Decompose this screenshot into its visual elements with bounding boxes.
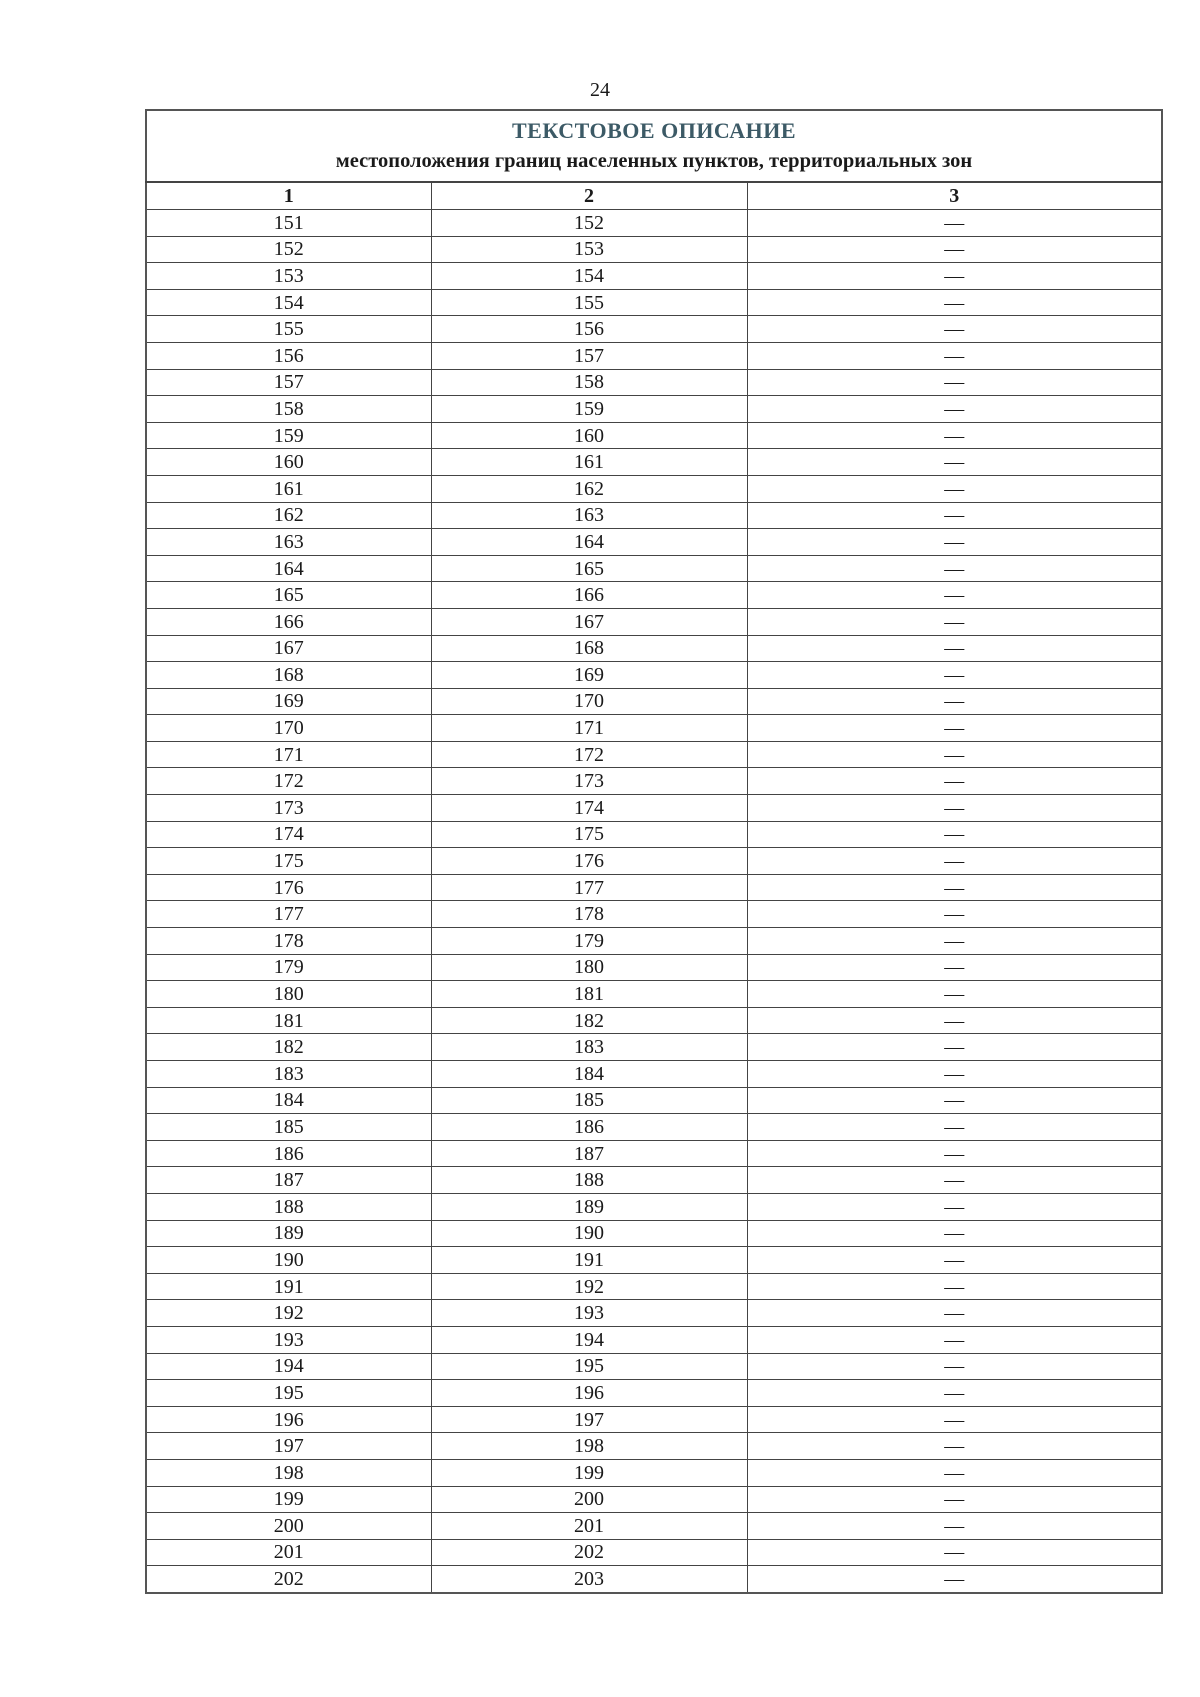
table-cell-col3: — [747,1513,1162,1540]
table-cell-col1: 162 [146,502,431,529]
table-cell-col2: 180 [431,954,747,981]
table-row [146,715,1162,742]
table-cell-col1: 199 [146,1486,431,1513]
table-row [146,1406,1162,1433]
table-cell-col1: 167 [146,635,431,662]
table-row [146,1300,1162,1327]
table-cell-col3: — [747,1566,1162,1593]
table-row [146,342,1162,369]
table-cell-col3: — [747,635,1162,662]
table-row [146,1034,1162,1061]
table-row [146,1380,1162,1407]
table-row [146,662,1162,689]
table-cell-col2: 185 [431,1087,747,1114]
table-cell-col2: 160 [431,422,747,449]
table-row [146,1140,1162,1167]
table-row [146,236,1162,263]
table-cell-col1: 174 [146,821,431,848]
table-cell-col2: 191 [431,1247,747,1274]
table-row [146,688,1162,715]
table-cell-col3: — [747,1459,1162,1486]
table-cell-col2: 176 [431,848,747,875]
table-row [146,396,1162,423]
page-number: 24 [590,79,610,101]
table-cell-col2: 198 [431,1433,747,1460]
table-row [146,1167,1162,1194]
table-row [146,795,1162,822]
table-row [146,608,1162,635]
table-cell-col3: — [747,1034,1162,1061]
table-cell-col1: 156 [146,342,431,369]
table-row [146,901,1162,928]
table-cell-col1: 152 [146,236,431,263]
table-row [146,449,1162,476]
table-row [146,954,1162,981]
table-row [146,1061,1162,1088]
table-cell-col2: 200 [431,1486,747,1513]
table-cell-col1: 164 [146,555,431,582]
table-cell-col3: — [747,422,1162,449]
column-header-1: 1 [146,182,431,210]
boundary-description-table [145,109,1163,1594]
table-cell-col1: 166 [146,608,431,635]
table-cell-col1: 154 [146,289,431,316]
table-cell-col1: 171 [146,741,431,768]
table-cell-col3: — [747,289,1162,316]
table-row [146,1247,1162,1274]
table-row [146,1539,1162,1566]
table-cell-col1: 182 [146,1034,431,1061]
table-row [146,502,1162,529]
table-cell-col1: 175 [146,848,431,875]
table-cell-col2: 181 [431,981,747,1008]
table-cell-col2: 156 [431,316,747,343]
table-cell-col1: 151 [146,210,431,237]
table-row [146,821,1162,848]
table-cell-col3: — [747,1406,1162,1433]
table-cell-col2: 184 [431,1061,747,1088]
table-cell-col2: 189 [431,1193,747,1220]
table-cell-col1: 165 [146,582,431,609]
table-row [146,1433,1162,1460]
table-cell-col3: — [747,475,1162,502]
table-cell-col1: 170 [146,715,431,742]
table-cell-col1: 194 [146,1353,431,1380]
table-cell-col3: — [747,1087,1162,1114]
table-row [146,1353,1162,1380]
table-cell-col2: 154 [431,263,747,290]
table-row [146,289,1162,316]
table-title: ТЕКСТОВОЕ ОПИСАНИЕ [512,118,797,143]
table-row [146,475,1162,502]
table-cell-col1: 160 [146,449,431,476]
table-cell-col3: — [747,662,1162,689]
table-row [146,741,1162,768]
table-cell-col3: — [747,555,1162,582]
table-row [146,369,1162,396]
table-cell-col2: 155 [431,289,747,316]
table-cell-col3: — [747,1300,1162,1327]
table-cell-col1: 190 [146,1247,431,1274]
table-cell-col2: 202 [431,1539,747,1566]
table-cell-col1: 200 [146,1513,431,1540]
table-cell-col3: — [747,848,1162,875]
table-cell-col2: 182 [431,1007,747,1034]
table-row [146,555,1162,582]
table-cell-col3: — [747,210,1162,237]
table-row [146,1007,1162,1034]
table-cell-col1: 178 [146,928,431,955]
table-cell-col3: — [747,1539,1162,1566]
table-cell-col3: — [747,608,1162,635]
table-cell-col2: 153 [431,236,747,263]
table-cell-col1: 184 [146,1087,431,1114]
table-cell-col1: 168 [146,662,431,689]
table-cell-col2: 199 [431,1459,747,1486]
table-cell-col3: — [747,502,1162,529]
table-row [146,1486,1162,1513]
table-cell-col2: 152 [431,210,747,237]
table-cell-col2: 190 [431,1220,747,1247]
table-row [146,316,1162,343]
table-cell-col3: — [747,1061,1162,1088]
table-cell-col1: 191 [146,1273,431,1300]
table-row [146,1459,1162,1486]
table-cell-col2: 175 [431,821,747,848]
table-row [146,1566,1162,1593]
table-cell-col3: — [747,1433,1162,1460]
table-cell-col2: 157 [431,342,747,369]
table-cell-col2: 192 [431,1273,747,1300]
table-cell-col3: — [747,1380,1162,1407]
table-cell-col2: 159 [431,396,747,423]
table-row [146,1087,1162,1114]
table-cell-col1: 163 [146,529,431,556]
table-cell-col3: — [747,954,1162,981]
table-cell-col2: 196 [431,1380,747,1407]
table-cell-col2: 165 [431,555,747,582]
table-cell-col2: 166 [431,582,747,609]
table-cell-col3: — [747,901,1162,928]
table-cell-col1: 181 [146,1007,431,1034]
table-cell-col1: 177 [146,901,431,928]
table-cell-col1: 155 [146,316,431,343]
table-cell-col3: — [747,795,1162,822]
table-cell-col3: — [747,688,1162,715]
column-header-2: 2 [431,182,747,210]
table-cell-col1: 157 [146,369,431,396]
table-cell-col1: 201 [146,1539,431,1566]
table-cell-col1: 188 [146,1193,431,1220]
table-subtitle: местоположения границ населенных пунктов, территориальных зон [335,150,973,172]
table-cell-col2: 162 [431,475,747,502]
table-cell-col3: — [747,316,1162,343]
table-cell-col1: 196 [146,1406,431,1433]
table-row [146,768,1162,795]
table-row [146,1193,1162,1220]
table-cell-col3: — [747,1273,1162,1300]
table-cell-col3: — [747,981,1162,1008]
table-row [146,848,1162,875]
table-row [146,1114,1162,1141]
table-cell-col3: — [747,449,1162,476]
table-cell-col2: 193 [431,1300,747,1327]
table-cell-col3: — [747,263,1162,290]
table-cell-col3: — [747,1326,1162,1353]
table-cell-col3: — [747,1140,1162,1167]
table-row [146,981,1162,1008]
table-cell-col2: 174 [431,795,747,822]
table-cell-col1: 161 [146,475,431,502]
table-title-cell [146,110,1162,182]
column-header-3: 3 [747,182,1162,210]
table-title-row [146,110,1162,182]
table-cell-col2: 163 [431,502,747,529]
table-cell-col2: 177 [431,874,747,901]
table-cell-col3: — [747,768,1162,795]
table-cell-col3: — [747,1353,1162,1380]
table-cell-col1: 153 [146,263,431,290]
table-cell-col3: — [747,1167,1162,1194]
table-cell-col2: 173 [431,768,747,795]
table-cell-col2: 183 [431,1034,747,1061]
table-cell-col2: 179 [431,928,747,955]
table-cell-col1: 189 [146,1220,431,1247]
table-cell-col3: — [747,1193,1162,1220]
table-cell-col2: 194 [431,1326,747,1353]
table-cell-col1: 179 [146,954,431,981]
table-cell-col3: — [747,529,1162,556]
table-cell-col1: 176 [146,874,431,901]
table-cell-col1: 195 [146,1380,431,1407]
table-row [146,210,1162,237]
table-cell-col2: 197 [431,1406,747,1433]
table-cell-col1: 172 [146,768,431,795]
table-cell-col1: 158 [146,396,431,423]
table-cell-col3: — [747,874,1162,901]
table-cell-col3: — [747,1114,1162,1141]
table-cell-col2: 186 [431,1114,747,1141]
table-cell-col2: 178 [431,901,747,928]
table-cell-col2: 171 [431,715,747,742]
table-cell-col2: 169 [431,662,747,689]
table-cell-col3: — [747,715,1162,742]
table-cell-col1: 192 [146,1300,431,1327]
table-cell-col1: 187 [146,1167,431,1194]
table-cell-col3: — [747,369,1162,396]
table-cell-col2: 203 [431,1566,747,1593]
table-cell-col3: — [747,1007,1162,1034]
table-cell-col1: 198 [146,1459,431,1486]
table-cell-col3: — [747,1220,1162,1247]
table-cell-col1: 173 [146,795,431,822]
table-cell-col1: 193 [146,1326,431,1353]
table-row [146,1326,1162,1353]
table-row [146,529,1162,556]
table-row [146,422,1162,449]
table-cell-col2: 161 [431,449,747,476]
table-row [146,1220,1162,1247]
table-cell-col1: 186 [146,1140,431,1167]
table-cell-col1: 169 [146,688,431,715]
table-row [146,263,1162,290]
table-cell-col2: 201 [431,1513,747,1540]
table-cell-col2: 164 [431,529,747,556]
table-cell-col2: 170 [431,688,747,715]
table-row [146,1273,1162,1300]
table-body [146,210,1162,1593]
table-cell-col2: 158 [431,369,747,396]
table-cell-col1: 180 [146,981,431,1008]
table-cell-col2: 172 [431,741,747,768]
column-header-row [146,182,1162,210]
table-cell-col2: 168 [431,635,747,662]
table-cell-col3: — [747,582,1162,609]
table-cell-col3: — [747,396,1162,423]
table-cell-col3: — [747,741,1162,768]
table-cell-col2: 167 [431,608,747,635]
table-cell-col1: 202 [146,1566,431,1593]
table-cell-col1: 183 [146,1061,431,1088]
table-cell-col3: — [747,928,1162,955]
table-row [146,928,1162,955]
table-cell-col3: — [747,1486,1162,1513]
table-cell-col2: 195 [431,1353,747,1380]
table-cell-col2: 188 [431,1167,747,1194]
table-cell-col1: 185 [146,1114,431,1141]
table-cell-col1: 197 [146,1433,431,1460]
table-row [146,635,1162,662]
table-cell-col2: 187 [431,1140,747,1167]
table-row [146,1513,1162,1540]
table-cell-col3: — [747,821,1162,848]
table-cell-col1: 159 [146,422,431,449]
table-cell-col3: — [747,236,1162,263]
table-cell-col3: — [747,342,1162,369]
table-row [146,582,1162,609]
table-cell-col3: — [747,1247,1162,1274]
table-row [146,874,1162,901]
